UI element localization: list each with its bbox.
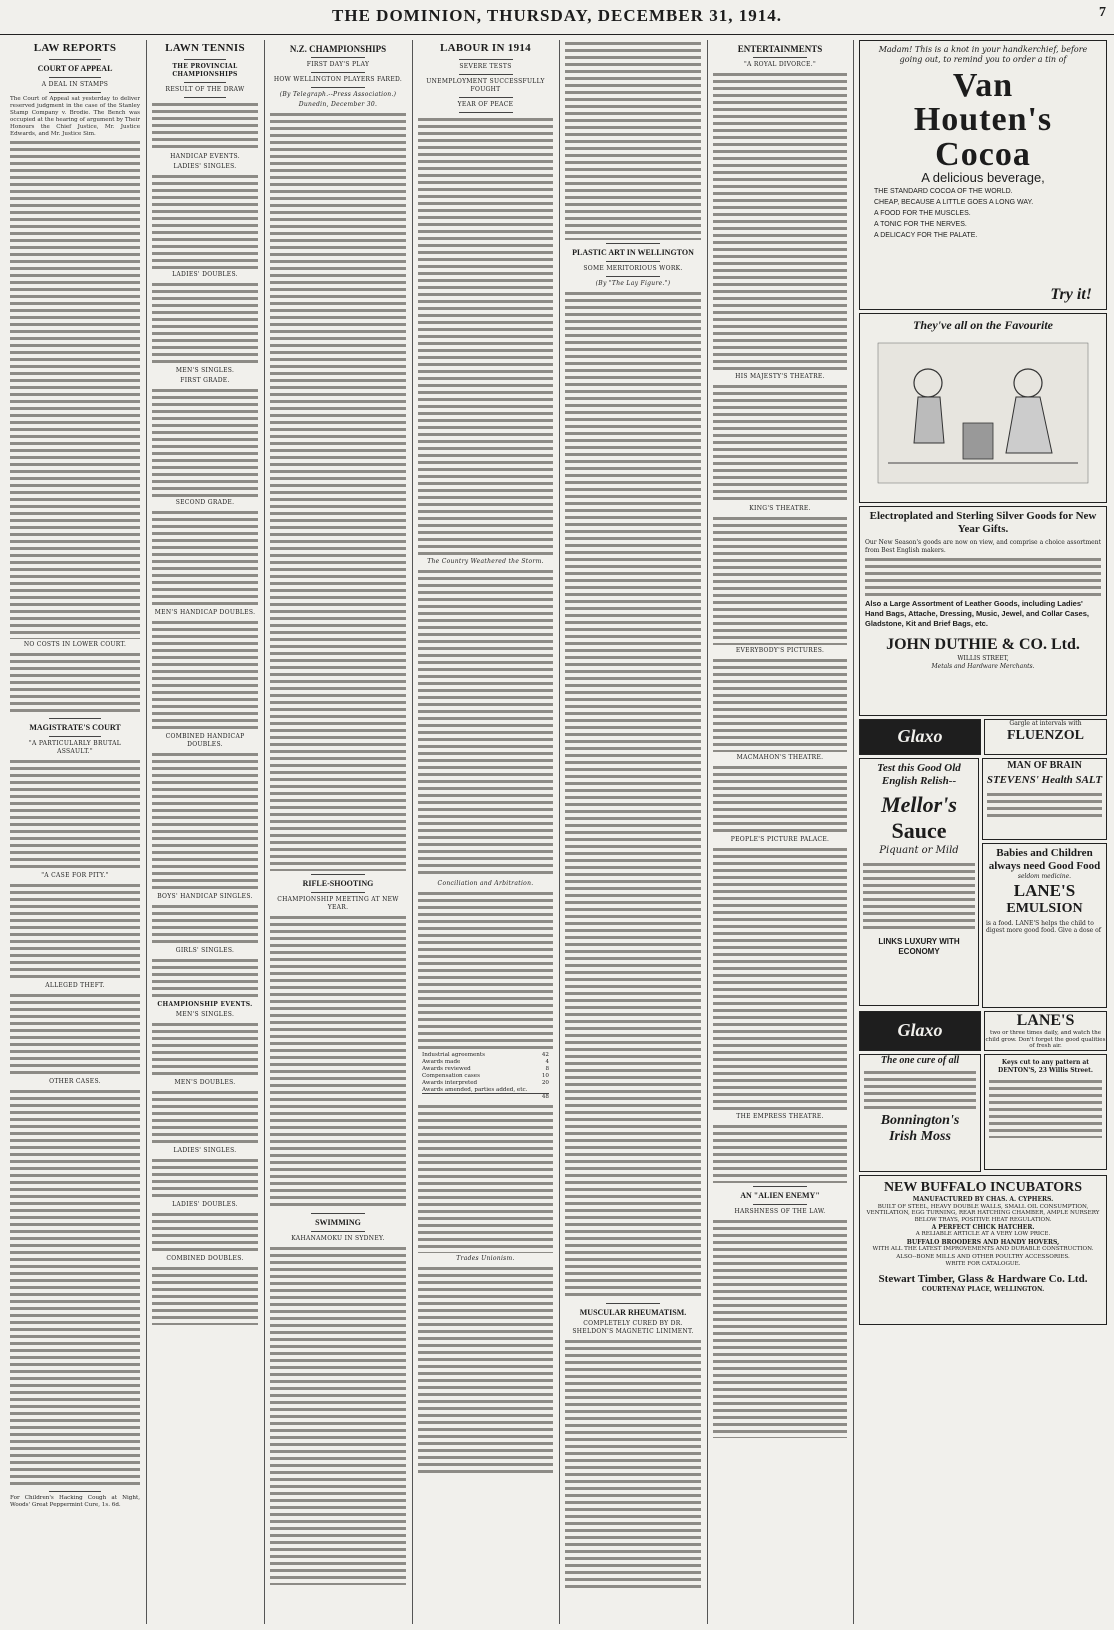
sub-heading: The Country Weathered the Storm. <box>427 558 544 565</box>
buffalo-address: COURTENAY PLACE, WELLINGTON. <box>921 1285 1045 1293</box>
article-text <box>713 515 847 645</box>
section-title: ENTERTAINMENTS <box>737 44 823 54</box>
column-rule <box>264 40 265 1624</box>
vanhouten-tagline: A delicious beverage, <box>921 170 1045 185</box>
sub-heading: Trades Unionism. <box>456 1255 515 1263</box>
article-text <box>418 1265 553 1475</box>
lanes-seldom: seldom medicine. <box>1017 873 1072 880</box>
article-text <box>270 1245 406 1585</box>
sub-heading: UNEMPLOYMENT SUCCESSFULLY FOUGHT <box>426 78 545 93</box>
stevens-ad <box>982 758 1107 840</box>
byline: (By Telegraph.--Press Association.) <box>279 91 397 98</box>
article-text <box>418 890 553 1050</box>
sub-heading: MEN'S SINGLES. <box>175 1011 235 1018</box>
sub-heading: GIRLS' SINGLES. <box>175 947 235 954</box>
bonningtons-name-2: Irish Moss <box>889 1128 951 1144</box>
section-title: PLASTIC ART IN WELLINGTON <box>572 248 694 257</box>
vanhouten-top: Madam! This is a knot in your handkerchief, before going out, to remind you to order a tin of <box>878 45 1088 64</box>
vanhouten-ad <box>859 40 1107 310</box>
column-rule <box>412 40 413 1624</box>
vanhouten-line: CHEAP, BECAUSE A LITTLE GOES A LONG WAY. <box>874 198 1034 206</box>
article-text <box>152 509 258 607</box>
sub-heading: CHAMPIONSHIP EVENTS. <box>157 1001 253 1008</box>
vanhouten-cta: Try it! <box>1050 286 1092 304</box>
page-number: 7 <box>1099 5 1106 20</box>
sub-heading: COMPLETELY CURED BY DR. SHELDON'S MAGNETIC LINIMENT. <box>572 1320 694 1335</box>
article-text <box>270 914 406 1210</box>
sub-heading: KAHANAMOKU IN SYDNEY. <box>291 1235 385 1242</box>
article-text <box>152 903 258 945</box>
article-text <box>152 1211 258 1253</box>
article-text <box>713 764 847 834</box>
buffalo-line: A RELIABLE ARTICLE AT A VERY LOW PRICE. <box>915 1231 1051 1238</box>
article-text <box>10 651 140 715</box>
duthie-also: Also a Large Assortment of Leather Goods, including Ladies' Hand Bags, Attache, Dressing, Music, Jewel, and Collar Cases, Gladstone, Kit and Brief Bags, etc. <box>865 599 1089 628</box>
fluenzol-name: FLUENZOL <box>1006 727 1084 743</box>
duthie-name: JOHN DUTHIE & CO. Ltd. <box>886 636 1080 653</box>
vanhouten-line: A FOOD FOR THE MUSCLES. <box>874 209 971 217</box>
sub-heading: MEN'S HANDICAP DOUBLES. <box>154 609 256 616</box>
buffalo-line: BUFFALO BROODERS AND HANDY HOVERS, <box>906 1238 1060 1246</box>
buffalo-head: NEW BUFFALO INCUBATORS <box>883 1180 1083 1195</box>
table-row: Compensation cases 10 <box>422 1072 549 1079</box>
buffalo-line: WRITE FOR CATALOGUE. <box>945 1261 1021 1268</box>
mellors-text <box>863 861 975 931</box>
bonningtons-ad <box>859 1054 981 1172</box>
fluenzol-ad <box>984 719 1107 755</box>
article-text <box>713 846 847 1111</box>
sub-heading: FIRST GRADE. <box>180 377 230 384</box>
sub-heading: NO COSTS IN LOWER COURT. <box>23 641 127 649</box>
article-text <box>713 1123 847 1183</box>
table-row: Awards reviewed 8 <box>422 1065 549 1072</box>
sub-heading: MACMAHON'S THEATRE. <box>736 754 824 761</box>
duthie-headline: Electroplated and Sterling Silver Goods for New Year Gifts. <box>869 510 1097 535</box>
vanhouten-line: A TONIC FOR THE NERVES. <box>874 220 967 228</box>
article-text <box>152 619 258 731</box>
buffalo-company: Stewart Timber, Glass & Hardware Co. Ltd. <box>878 1272 1088 1285</box>
table-row: Awards amended, parties added, etc. <box>422 1086 528 1093</box>
article-text <box>565 40 701 240</box>
lanes-times: two or three times daily, and watch the child grow. Don't forget the good qualities of fresh air. <box>985 1030 1106 1049</box>
denton-body <box>989 1078 1102 1138</box>
lanes-babies: Babies and Children always need Good Food <box>988 847 1101 872</box>
column-rule <box>146 40 147 1624</box>
duthie-street: WILLIS STREET, <box>957 655 1009 662</box>
favourite-title: They've all on the Favourite <box>913 318 1053 332</box>
duthie-ad <box>859 506 1107 716</box>
column-nz-championships <box>270 40 406 1624</box>
byline: (By "The Lay Figure.") <box>595 280 671 287</box>
dateline: Dunedin, December 30. <box>298 101 378 108</box>
bonningtons-name: Bonnington's <box>880 1112 960 1128</box>
favourite-ad <box>859 313 1107 503</box>
stevens-head: MAN OF BRAIN <box>1007 760 1082 771</box>
sub-heading: YEAR OF PEACE <box>457 101 514 108</box>
article-text <box>418 568 553 878</box>
sub-heading: COMBINED HANDICAP DOUBLES. <box>165 733 245 748</box>
denton-text: Keys cut to any pattern at DENTON'S, 23 Willis Street. <box>998 1059 1093 1074</box>
sub-heading: LADIES' DOUBLES. <box>172 271 238 278</box>
article-text <box>152 751 258 891</box>
column-rule <box>707 40 708 1624</box>
article-text <box>152 1265 258 1325</box>
vanhouten-brand-2: Houten's <box>913 101 1053 138</box>
vanhouten-line: A DELICACY FOR THE PALATE. <box>874 231 978 239</box>
glaxo-logo: Glaxo <box>897 726 943 746</box>
bonningtons-text <box>864 1069 976 1109</box>
column-law-reports <box>10 40 140 1624</box>
article-text <box>152 281 258 365</box>
section-title: LAWN TENNIS <box>165 42 245 54</box>
article-text <box>152 173 258 269</box>
mellors-test: Test this Good Old English Relish-- <box>877 762 961 787</box>
sub-heading: HARSHNESS OF THE LAW. <box>734 1208 826 1215</box>
article-text <box>713 383 847 503</box>
glaxo-logo: Glaxo <box>897 1020 943 1040</box>
sub-heading: MEN'S SINGLES. <box>175 367 235 374</box>
masthead-title: THE DOMINION, THURSDAY, DECEMBER 31, 1914. <box>332 6 782 25</box>
sub-heading: MAGISTRATE'S COURT <box>29 723 121 733</box>
sub-heading: THE EMPRESS THEATRE. <box>736 1113 824 1120</box>
bonningtons-top: The one cure of all <box>880 1055 960 1066</box>
article-text <box>152 101 258 151</box>
sub-heading: "A ROYAL DIVORCE." <box>743 61 817 68</box>
buffalo-line: A PERFECT CHICK HATCHER. <box>931 1223 1035 1231</box>
vanhouten-line: THE STANDARD COCOA OF THE WORLD. <box>874 187 1013 195</box>
column-plastic-art <box>565 40 701 1624</box>
sub-heading: SECOND GRADE. <box>175 499 235 506</box>
mellors-sauce: Sauce <box>891 818 947 843</box>
article-text <box>10 992 140 1076</box>
sub-heading: OTHER CASES. <box>49 1078 101 1086</box>
article-text <box>418 116 553 556</box>
sub-heading: LADIES' SINGLES. <box>173 163 237 170</box>
sub-heading: KING'S THEATRE. <box>749 505 811 512</box>
duthie-text <box>865 556 1101 596</box>
lanes-name-2: LANE'S <box>1016 1012 1075 1029</box>
column-lawn-tennis <box>152 40 258 1624</box>
column-advertisements <box>859 40 1107 1624</box>
section-title: LABOUR IN 1914 <box>440 42 531 54</box>
article-text <box>713 71 847 371</box>
buffalo-line: BUILT OF STEEL, HEAVY DOUBLE WALLS, SMALL OIL CONSUMPTION, VENTILATION, EGG TURNING, REAR HATCHING CHAMBER, AMPLE NURSERY BELOW TRAYS, POSITIVE HEAT REGULATION. <box>866 1203 1100 1224</box>
vanhouten-brand-3: Cocoa <box>935 136 1031 173</box>
column-labour <box>418 40 553 1624</box>
article-text <box>152 957 258 999</box>
sub-heading: EVERYBODY'S PICTURES. <box>735 647 825 654</box>
sub-heading: COMBINED DOUBLES. <box>166 1255 244 1262</box>
article-text <box>10 1088 140 1488</box>
table-row: Awards made 4 <box>422 1058 549 1065</box>
sub-heading: BOYS' HANDICAP SINGLES. <box>157 893 253 900</box>
mellors-sub: Piquant or Mild <box>879 845 959 856</box>
statistics-table <box>422 1052 549 1101</box>
sub-heading: A DEAL IN STAMPS <box>41 81 109 88</box>
section-title: LAW REPORTS <box>33 42 117 54</box>
section-title: RIFLE-SHOOTING <box>302 879 374 888</box>
sub-heading: PEOPLE'S PICTURE PALACE. <box>730 836 830 843</box>
article-text <box>565 290 701 1300</box>
sub-heading: SOME MERITORIOUS WORK. <box>583 265 683 272</box>
article-text <box>565 1338 701 1588</box>
buffalo-ad <box>859 1175 1107 1325</box>
mellors-ad <box>859 758 979 1006</box>
section-title: MUSCULAR RHEUMATISM. <box>579 1308 687 1317</box>
buffalo-maker: MANUFACTURED BY CHAS. A. CYPHERS. <box>912 1196 1054 1203</box>
vanhouten-brand-1: Van <box>952 67 1014 104</box>
sub-heading: COURT OF APPEAL <box>37 64 113 73</box>
column-rule <box>853 40 854 1624</box>
article-text <box>152 1089 258 1145</box>
article-text <box>713 1218 847 1438</box>
glaxo-ad-1 <box>859 719 981 755</box>
sub-heading: HANDICAP EVENTS. <box>170 153 240 160</box>
sub-heading: FIRST DAY'S PLAY <box>306 61 370 68</box>
sub-heading: HOW WELLINGTON PLAYERS FARED. <box>273 76 403 83</box>
duthie-trade: Metals and Hardware Merchants. <box>931 662 1035 670</box>
sub-heading: "A PARTICULARLY BRUTAL ASSAULT." <box>28 740 122 756</box>
section-title: SWIMMING <box>315 1218 361 1227</box>
sub-heading: THE PROVINCIAL CHAMPIONSHIPS <box>172 63 238 78</box>
lanes-name: LANE'S <box>1013 880 1076 900</box>
article-text <box>152 1021 258 1077</box>
article-text <box>10 882 140 980</box>
article-text <box>10 139 140 639</box>
stevens-name: STEVENS' Health SALT <box>986 774 1103 786</box>
mellors-name: Mellor's <box>881 792 957 817</box>
glaxo-ad-2 <box>859 1011 981 1051</box>
lanes-ad <box>982 843 1107 1008</box>
duthie-body: Our New Season's goods are now on view, and comprise a choice assortment from Best English makers. <box>865 539 1101 554</box>
lanes-food: is a food. LANE'S helps the child to digest more good food. Give a dose of <box>986 919 1101 934</box>
sub-heading: ALLEGED THEFT. <box>45 982 105 990</box>
sub-heading: "A CASE FOR PITY." <box>41 872 109 880</box>
sub-heading: LADIES' DOUBLES. <box>172 1201 238 1208</box>
article-text <box>418 1103 553 1253</box>
sub-heading: SEVERE TESTS <box>459 63 512 70</box>
denton-ad <box>984 1054 1107 1170</box>
sub-heading: CHAMPIONSHIP MEETING AT NEW YEAR. <box>277 896 399 911</box>
favourite-illustration <box>868 333 1098 493</box>
lanes-emulsion: EMULSION <box>1006 900 1083 916</box>
masthead <box>0 0 1114 35</box>
mellors-links: LINKS LUXURY WITH ECONOMY <box>878 936 960 956</box>
column-rule <box>559 40 560 1624</box>
fluenzol-pre: Gargle at intervals with <box>1009 720 1082 727</box>
article-text <box>270 111 406 871</box>
column-entertainments <box>713 40 847 1624</box>
sub-heading: LADIES' SINGLES. <box>173 1147 237 1154</box>
article-text <box>713 657 847 752</box>
section-title: AN "ALIEN ENEMY" <box>740 1191 820 1200</box>
stevens-text <box>987 791 1102 821</box>
sub-heading: MEN'S DOUBLES. <box>174 1079 236 1086</box>
table-row: Awards interpreted 20 <box>422 1079 549 1086</box>
article-lead: The Court of Appeal sat yesterday to deliver reserved judgment in the case of the Stanley Stamp Company v. Brodie. The Bench was occupied at the hearing of argument by Their Honours the Chief Justice, Mr. Justice Edwards, and Mr. Justice Sim. <box>10 96 140 137</box>
table-row: Industrial agreements 42 <box>422 1052 549 1058</box>
buffalo-line: ALSO--BONE MILLS AND OTHER POULTRY ACCESSORIES. <box>896 1253 1070 1260</box>
lanes-ad-2 <box>984 1011 1107 1051</box>
article-text <box>152 1157 258 1199</box>
table-total: 48 <box>422 1093 549 1101</box>
article-text <box>10 758 140 870</box>
section-title: N.Z. CHAMPIONSHIPS <box>289 44 387 54</box>
sub-heading: Conciliation and Arbitration. <box>437 880 534 887</box>
sub-heading: RESULT OF THE DRAW <box>165 86 245 93</box>
buffalo-line: WITH ALL THE LATEST IMPROVEMENTS AND DURABLE CONSTRUCTION. <box>872 1246 1094 1253</box>
footer-ad: For Children's Hacking Cough at Night, Woods' Great Peppermint Cure, 1s. 6d. <box>10 1495 140 1509</box>
article-text <box>152 387 258 497</box>
sub-heading: HIS MAJESTY'S THEATRE. <box>735 373 825 380</box>
